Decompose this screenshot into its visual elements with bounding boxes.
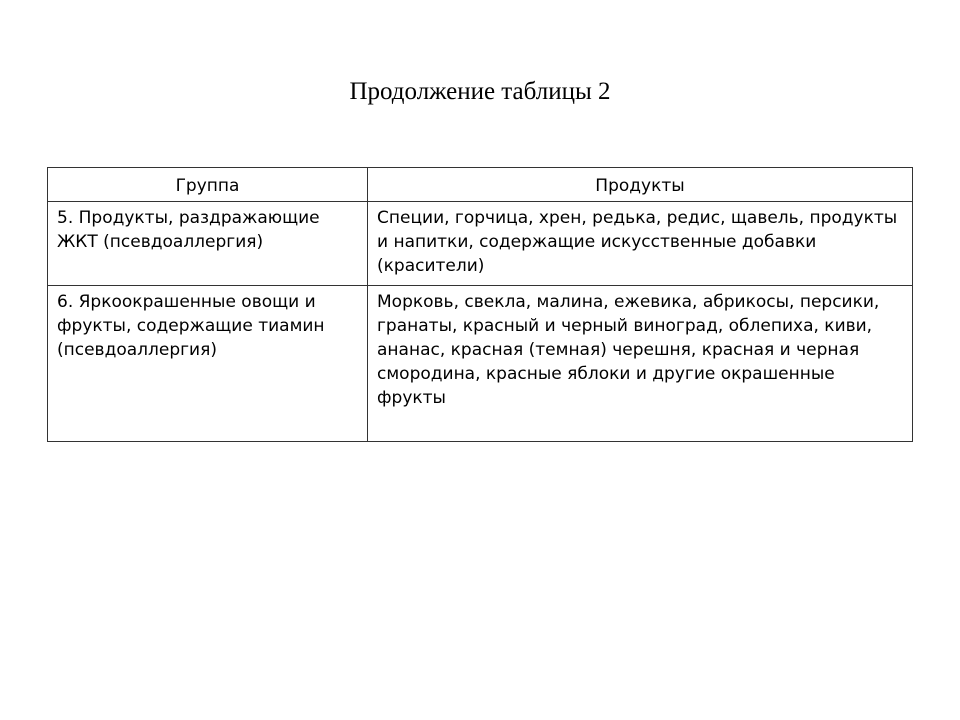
column-header-products: Продукты xyxy=(368,168,913,202)
table-header-row xyxy=(48,168,913,202)
table-row xyxy=(48,202,913,286)
group-cell: 5. Продукты, раздражающие ЖКТ (псевдоаллергия) xyxy=(48,202,368,286)
column-header-group: Группа xyxy=(48,168,368,202)
page-title: Продолжение таблицы 2 xyxy=(349,78,611,105)
products-cell: Морковь, свекла, малина, ежевика, абрикосы, персики, гранаты, красный и черный виноград, облепиха, киви, ананас, красная (темная) черешня, красная и черная смородина, красные яблоки и другие окрашенные фрукты xyxy=(368,286,913,442)
products-table xyxy=(47,167,913,442)
table-row xyxy=(48,286,913,442)
products-cell: Специи, горчица, хрен, редька, редис, щавель, продукты и напитки, содержащие искусственные добавки (красители) xyxy=(368,202,913,286)
group-cell: 6. Яркоокрашенные овощи и фрукты, содержащие тиамин (псевдоаллергия) xyxy=(48,286,368,442)
